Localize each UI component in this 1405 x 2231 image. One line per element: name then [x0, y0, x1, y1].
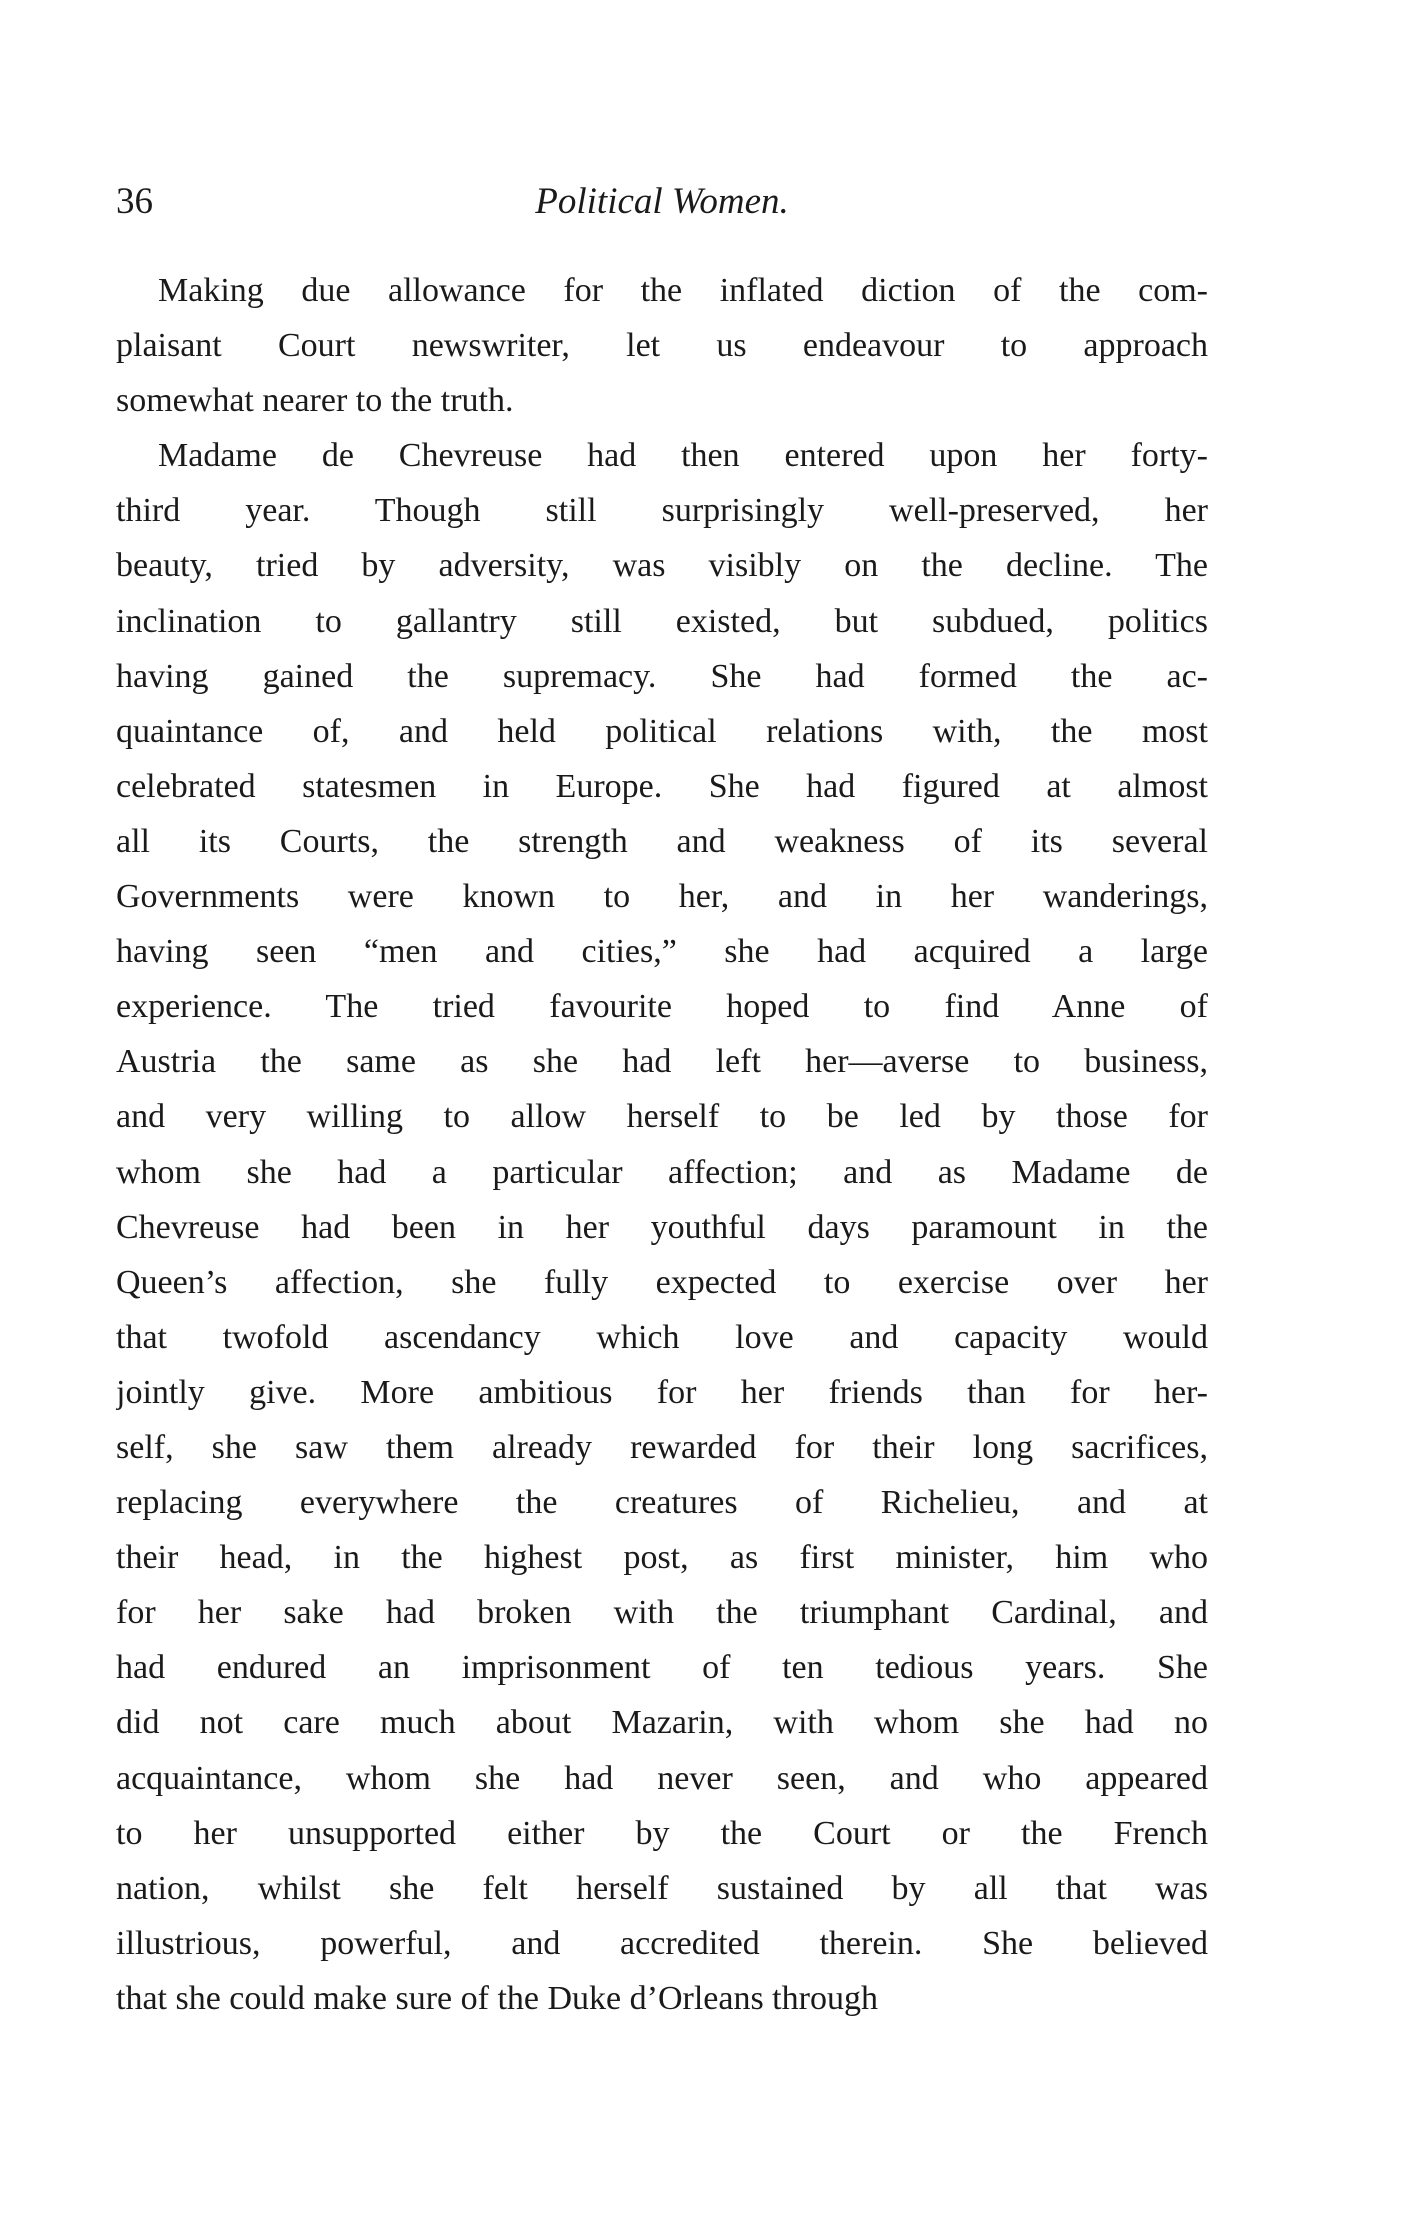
text-line: jointly give. More ambitious for her friends than for her- — [116, 1373, 1208, 1411]
text-line: to her unsupported either by the Court or the French — [116, 1814, 1208, 1852]
paragraph — [116, 263, 1208, 428]
text-line: plaisant Court newswriter, let us endeavour to approach — [116, 327, 1208, 365]
text-line: Queen’s affection, she fully expected to exercise over her — [116, 1263, 1208, 1301]
text-line: Madame de Chevreuse had then entered upon her forty- — [158, 437, 1208, 475]
text-line: beauty, tried by adversity, was visibly on the decline. The — [116, 547, 1208, 585]
text-line: experience. The tried favourite hoped to find Anne of — [116, 988, 1208, 1026]
text-line: having seen “men and cities,” she had acquired a large — [116, 933, 1208, 971]
text-line: Governments were known to her, and in her wanderings, — [116, 878, 1208, 916]
text-line: and very willing to allow herself to be led by those for — [116, 1098, 1208, 1136]
text-line: illustrious, powerful, and accredited therein. She believed — [116, 1924, 1208, 1962]
text-line: that twofold ascendancy which love and capacity would — [116, 1318, 1208, 1356]
text-line: inclination to gallantry still existed, but subdued, politics — [116, 602, 1208, 640]
text-line: Austria the same as she had left her—averse to business, — [116, 1043, 1208, 1081]
text-line: acquaintance, whom she had never seen, and who appeared — [116, 1759, 1208, 1797]
text-line: for her sake had broken with the triumphant Cardinal, and — [116, 1594, 1208, 1632]
text-line: replacing everywhere the creatures of Richelieu, and at — [116, 1484, 1208, 1522]
text-line: celebrated statesmen in Europe. She had figured at almost — [116, 767, 1208, 805]
paragraph — [116, 428, 1208, 2026]
text-line: nation, whilst she felt herself sustained by all that was — [116, 1869, 1208, 1907]
text-line: whom she had a particular affection; and as Madame de — [116, 1153, 1208, 1191]
body-text — [116, 263, 1208, 2026]
page-number: 36 — [116, 181, 153, 222]
text-line: third year. Though still surprisingly well-preserved, her — [116, 492, 1208, 530]
text-line: somewhat nearer to the truth. — [116, 382, 514, 420]
text-line: did not care much about Mazarin, with whom she had no — [116, 1704, 1208, 1742]
text-line: that she could make sure of the Duke d’Orleans through — [116, 1979, 878, 2017]
running-title: Political Women. — [535, 181, 789, 222]
text-line: having gained the supremacy. She had formed the ac- — [116, 657, 1208, 695]
text-line: their head, in the highest post, as first minister, him who — [116, 1539, 1208, 1577]
text-line: Making due allowance for the inflated diction of the com- — [158, 272, 1208, 309]
text-line: quaintance of, and held political relations with, the most — [116, 712, 1208, 750]
text-line: self, she saw them already rewarded for their long sacrifices, — [116, 1428, 1208, 1466]
text-line: had endured an imprisonment of ten tedious years. She — [116, 1649, 1208, 1687]
page-header — [116, 180, 1208, 240]
text-line: all its Courts, the strength and weakness of its several — [116, 822, 1208, 860]
text-line: Chevreuse had been in her youthful days paramount in the — [116, 1208, 1208, 1246]
